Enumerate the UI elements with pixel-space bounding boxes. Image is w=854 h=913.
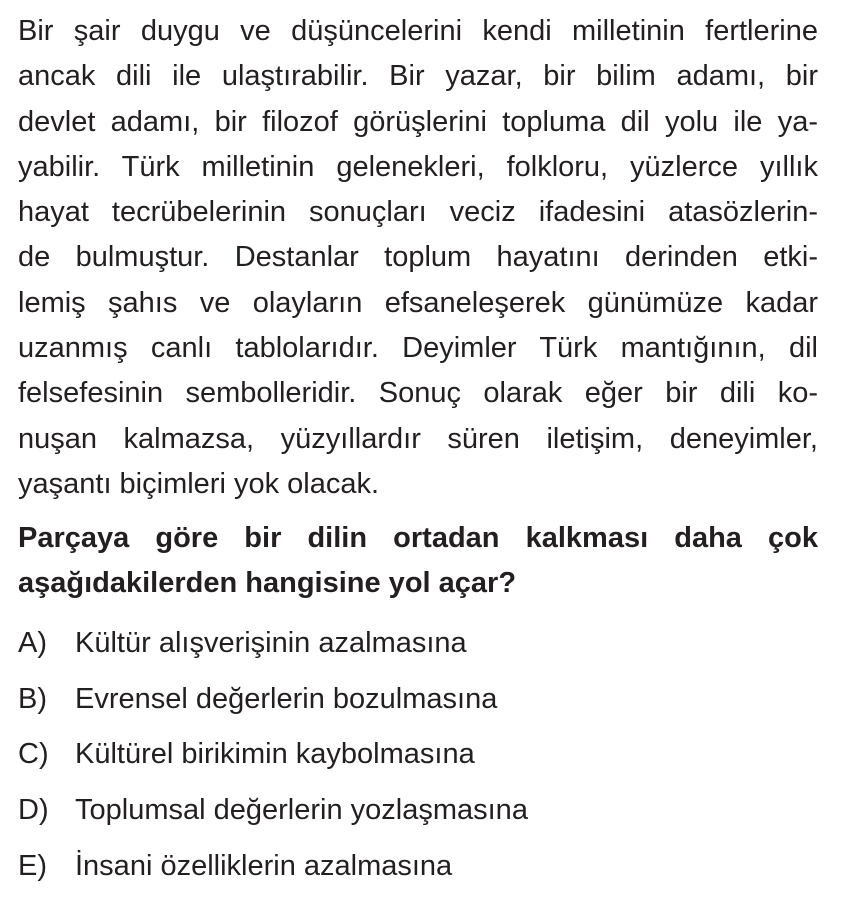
passage-line: de bulmuştur. Destanlar toplum hayatını derinden etki-	[18, 241, 818, 274]
option-c[interactable]	[18, 727, 818, 783]
question-line: Parçaya göre bir dilin ortadan kalkması daha çok	[18, 522, 818, 554]
option-text: İnsani özelliklerin azalmasına	[75, 849, 453, 882]
option-letter: D)	[18, 794, 49, 827]
option-letter: C)	[18, 738, 49, 771]
passage-line: hayat tecrübelerinin sonuçları veciz ifadesini atasözlerin-	[18, 196, 818, 229]
option-text: Toplumsal değerlerin yozlaşmasına	[75, 794, 528, 827]
reading-passage	[18, 9, 818, 507]
passage-line: Bir şair duygu ve düşüncelerini kendi milletinin fertlerine	[18, 15, 818, 47]
question-line: aşağıdakilerden hangisine yol açar?	[18, 567, 517, 599]
option-b[interactable]	[18, 672, 818, 728]
option-letter: A)	[18, 627, 47, 660]
passage-line: lemiş şahıs ve olayların efsaneleşerek günümüze kadar	[18, 286, 818, 319]
passage-line: ancak dili ile ulaştırabilir. Bir yazar, bir bilim adamı, bir	[18, 60, 818, 93]
passage-line: uzanmış canlı tablolarıdır. Deyimler Türk mantığının, dil	[18, 332, 818, 365]
passage-line: felsefesinin sembolleridir. Sonuç olarak eğer bir dili ko-	[18, 377, 818, 410]
passage-line: devlet adamı, bir filozof görüşlerini topluma dil yolu ile ya-	[18, 105, 818, 138]
option-text: Kültür alışverişinin azalmasına	[75, 627, 467, 660]
passage-line: yabilir. Türk milletinin gelenekleri, folkloru, yüzlerce yıllık	[18, 150, 818, 183]
passage-line: yaşantı biçimleri yok olacak.	[18, 467, 380, 500]
option-d[interactable]	[18, 783, 818, 839]
option-e[interactable]	[18, 838, 818, 894]
option-letter: B)	[18, 682, 47, 715]
option-letter: E)	[18, 849, 47, 882]
option-text: Evrensel değerlerin bozulmasına	[75, 682, 498, 715]
passage-line: nuşan kalmazsa, yüzyıllardır süren iletişim, deneyimler,	[18, 422, 818, 455]
question-stem	[18, 516, 818, 606]
option-text: Kültürel birikimin kaybolmasına	[75, 738, 475, 771]
option-a[interactable]	[18, 616, 818, 672]
answer-options	[18, 616, 818, 894]
